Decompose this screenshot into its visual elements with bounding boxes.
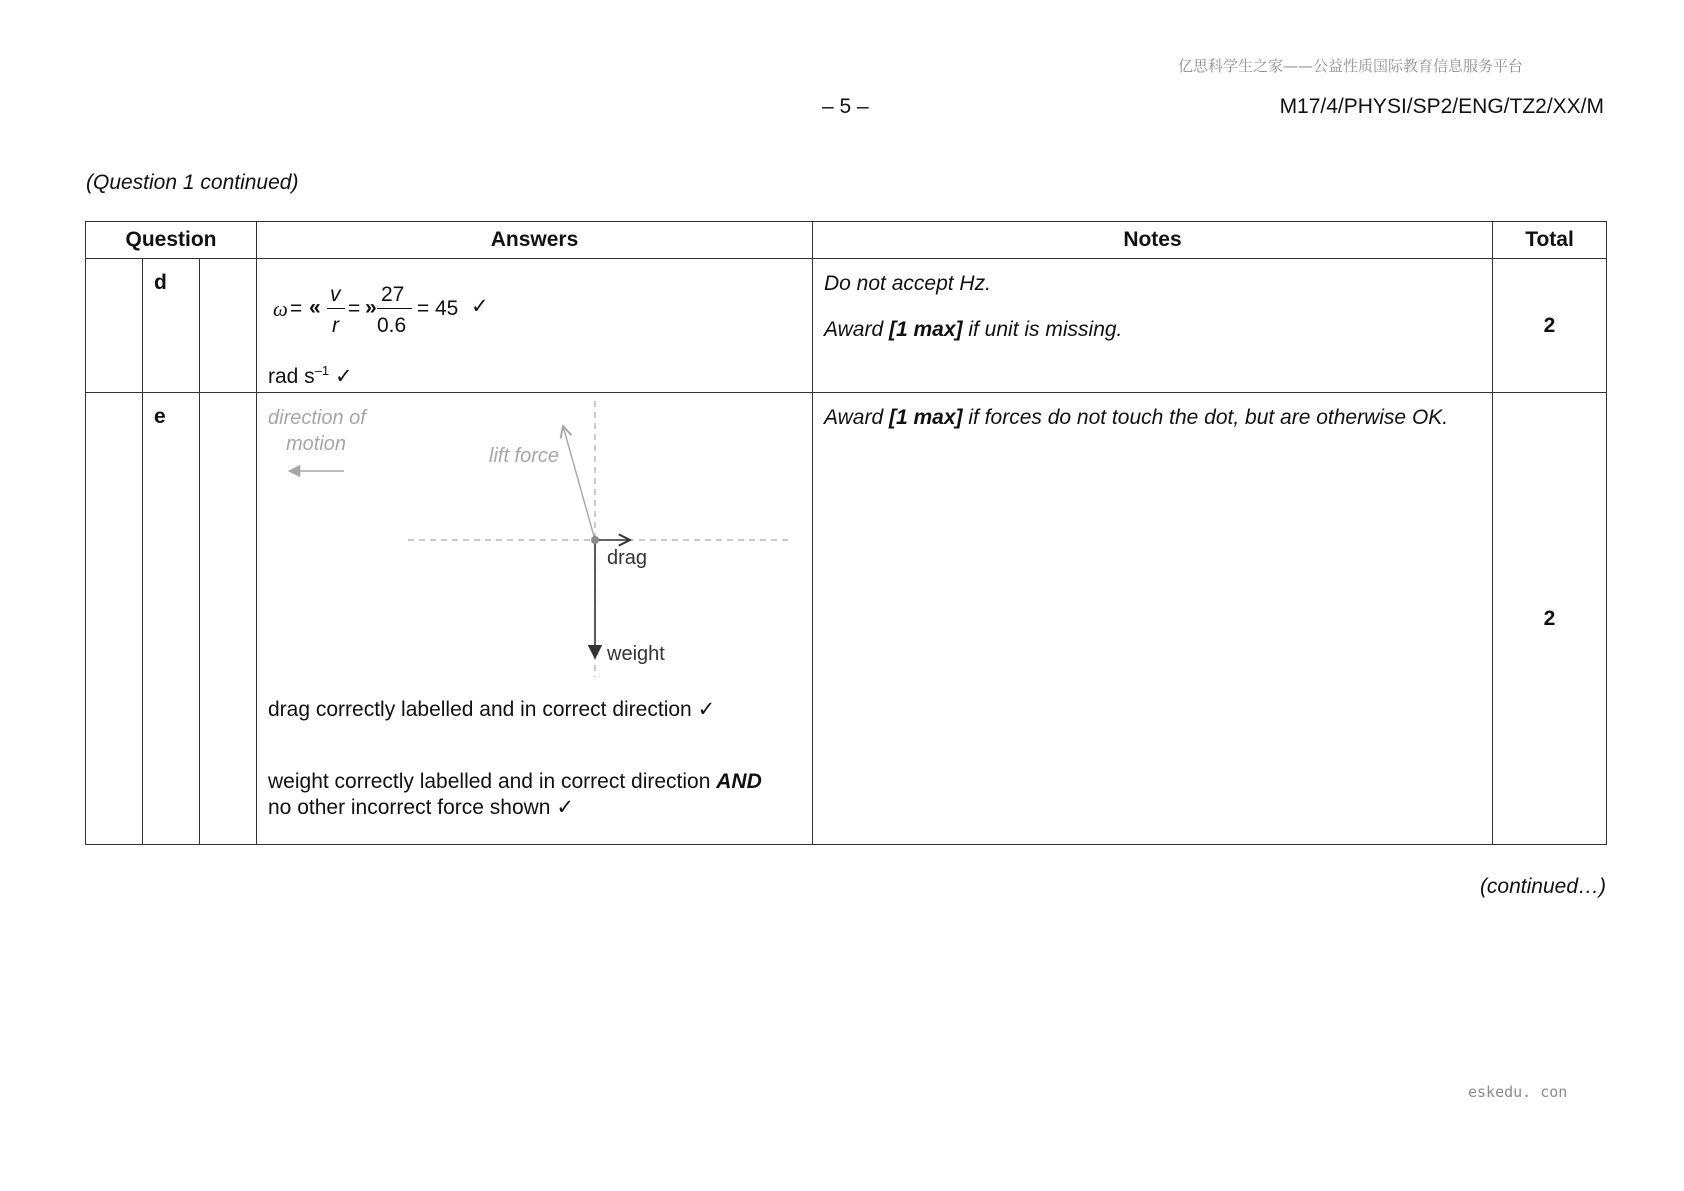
page-number: – 5 –	[822, 95, 869, 118]
question-continued-label: (Question 1 continued)	[86, 171, 299, 194]
table-header-row	[86, 222, 1607, 259]
fraction-denominator-0-6: 0.6	[377, 314, 407, 337]
markscheme-table	[85, 221, 1607, 845]
weight-label: weight	[607, 643, 665, 665]
fraction-bar	[377, 308, 412, 309]
document-code: M17/4/PHYSI/SP2/ENG/TZ2/XX/M	[1279, 95, 1604, 118]
direction-label-line2: motion	[286, 433, 347, 455]
fraction-numerator-v: v	[330, 283, 341, 306]
total-cell-e: 2	[1493, 393, 1607, 845]
question-number-cell	[86, 259, 143, 393]
tick-mark: ✓	[335, 365, 353, 388]
note-mark-allocation: [1 max]	[888, 318, 963, 341]
omega-symbol: ω	[273, 297, 288, 321]
part-label-d: d	[143, 259, 200, 393]
unit-text: rad s	[268, 365, 315, 388]
header-answers: Answers	[257, 222, 813, 259]
answer-text: no other incorrect force shown	[268, 796, 551, 819]
open-guillemet: «	[309, 296, 321, 319]
continued-note: (continued…)	[1479, 875, 1606, 898]
header-notes: Notes	[813, 222, 1493, 259]
force-diagram	[268, 395, 798, 687]
tick-mark: ✓	[471, 295, 489, 318]
note-mark-allocation: [1 max]	[888, 406, 963, 429]
tick-mark: ✓	[556, 796, 574, 819]
equals-sign: =	[290, 297, 303, 320]
object-dot-icon	[591, 536, 599, 544]
notes-cell-e	[813, 393, 1493, 845]
header-question: Question	[86, 222, 257, 259]
result-value: 45	[435, 297, 459, 320]
answer-text: drag correctly labelled and in correct direction	[268, 698, 692, 721]
answers-cell-d	[257, 259, 813, 393]
notes-cell-d	[813, 259, 1493, 393]
note-fragment: Award	[824, 406, 889, 429]
unit-exponent: –1	[314, 363, 330, 378]
note-text	[824, 317, 1482, 343]
answer-text: weight correctly labelled and in correct direction	[268, 770, 711, 793]
table-row-d	[86, 259, 1607, 393]
lift-force-label: lift force	[489, 445, 560, 467]
equals-sign: =	[417, 297, 430, 320]
angular-velocity-equation	[268, 268, 812, 352]
note-text	[824, 405, 1482, 431]
note-text: Do not accept Hz.	[824, 272, 991, 295]
answer-and-keyword: AND	[716, 770, 762, 793]
fraction-bar	[327, 308, 345, 309]
part-label-e: e	[143, 393, 200, 845]
total-cell-d: 2	[1493, 259, 1607, 393]
note-fragment: Award	[824, 318, 889, 341]
tick-mark: ✓	[697, 698, 716, 721]
answer-drag-point	[268, 697, 812, 723]
drag-label: drag	[607, 547, 648, 569]
table-row-e	[86, 393, 1607, 845]
lift-force-arrow-icon	[563, 426, 595, 540]
header-total: Total	[1493, 222, 1607, 259]
answer-weight-point	[268, 769, 812, 821]
note-fragment: if unit is missing.	[962, 318, 1123, 341]
equals-sign: =	[348, 297, 361, 320]
note-fragment: if forces do not touch the dot, but are otherwise OK.	[962, 406, 1449, 429]
subpart-cell	[200, 393, 257, 845]
fraction-denominator-r: r	[332, 314, 339, 337]
unit-answer	[268, 358, 812, 390]
fraction-numerator-27: 27	[381, 283, 405, 306]
answers-cell-e	[257, 393, 813, 845]
top-watermark: 亿思科学生之家——公益性质国际教育信息服务平台	[1178, 57, 1524, 75]
question-number-cell	[86, 393, 143, 845]
subpart-cell	[200, 259, 257, 393]
close-guillemet: »	[365, 296, 377, 319]
direction-label-line1: direction of	[268, 407, 366, 429]
bottom-watermark: eskedu. con	[1468, 1083, 1568, 1101]
